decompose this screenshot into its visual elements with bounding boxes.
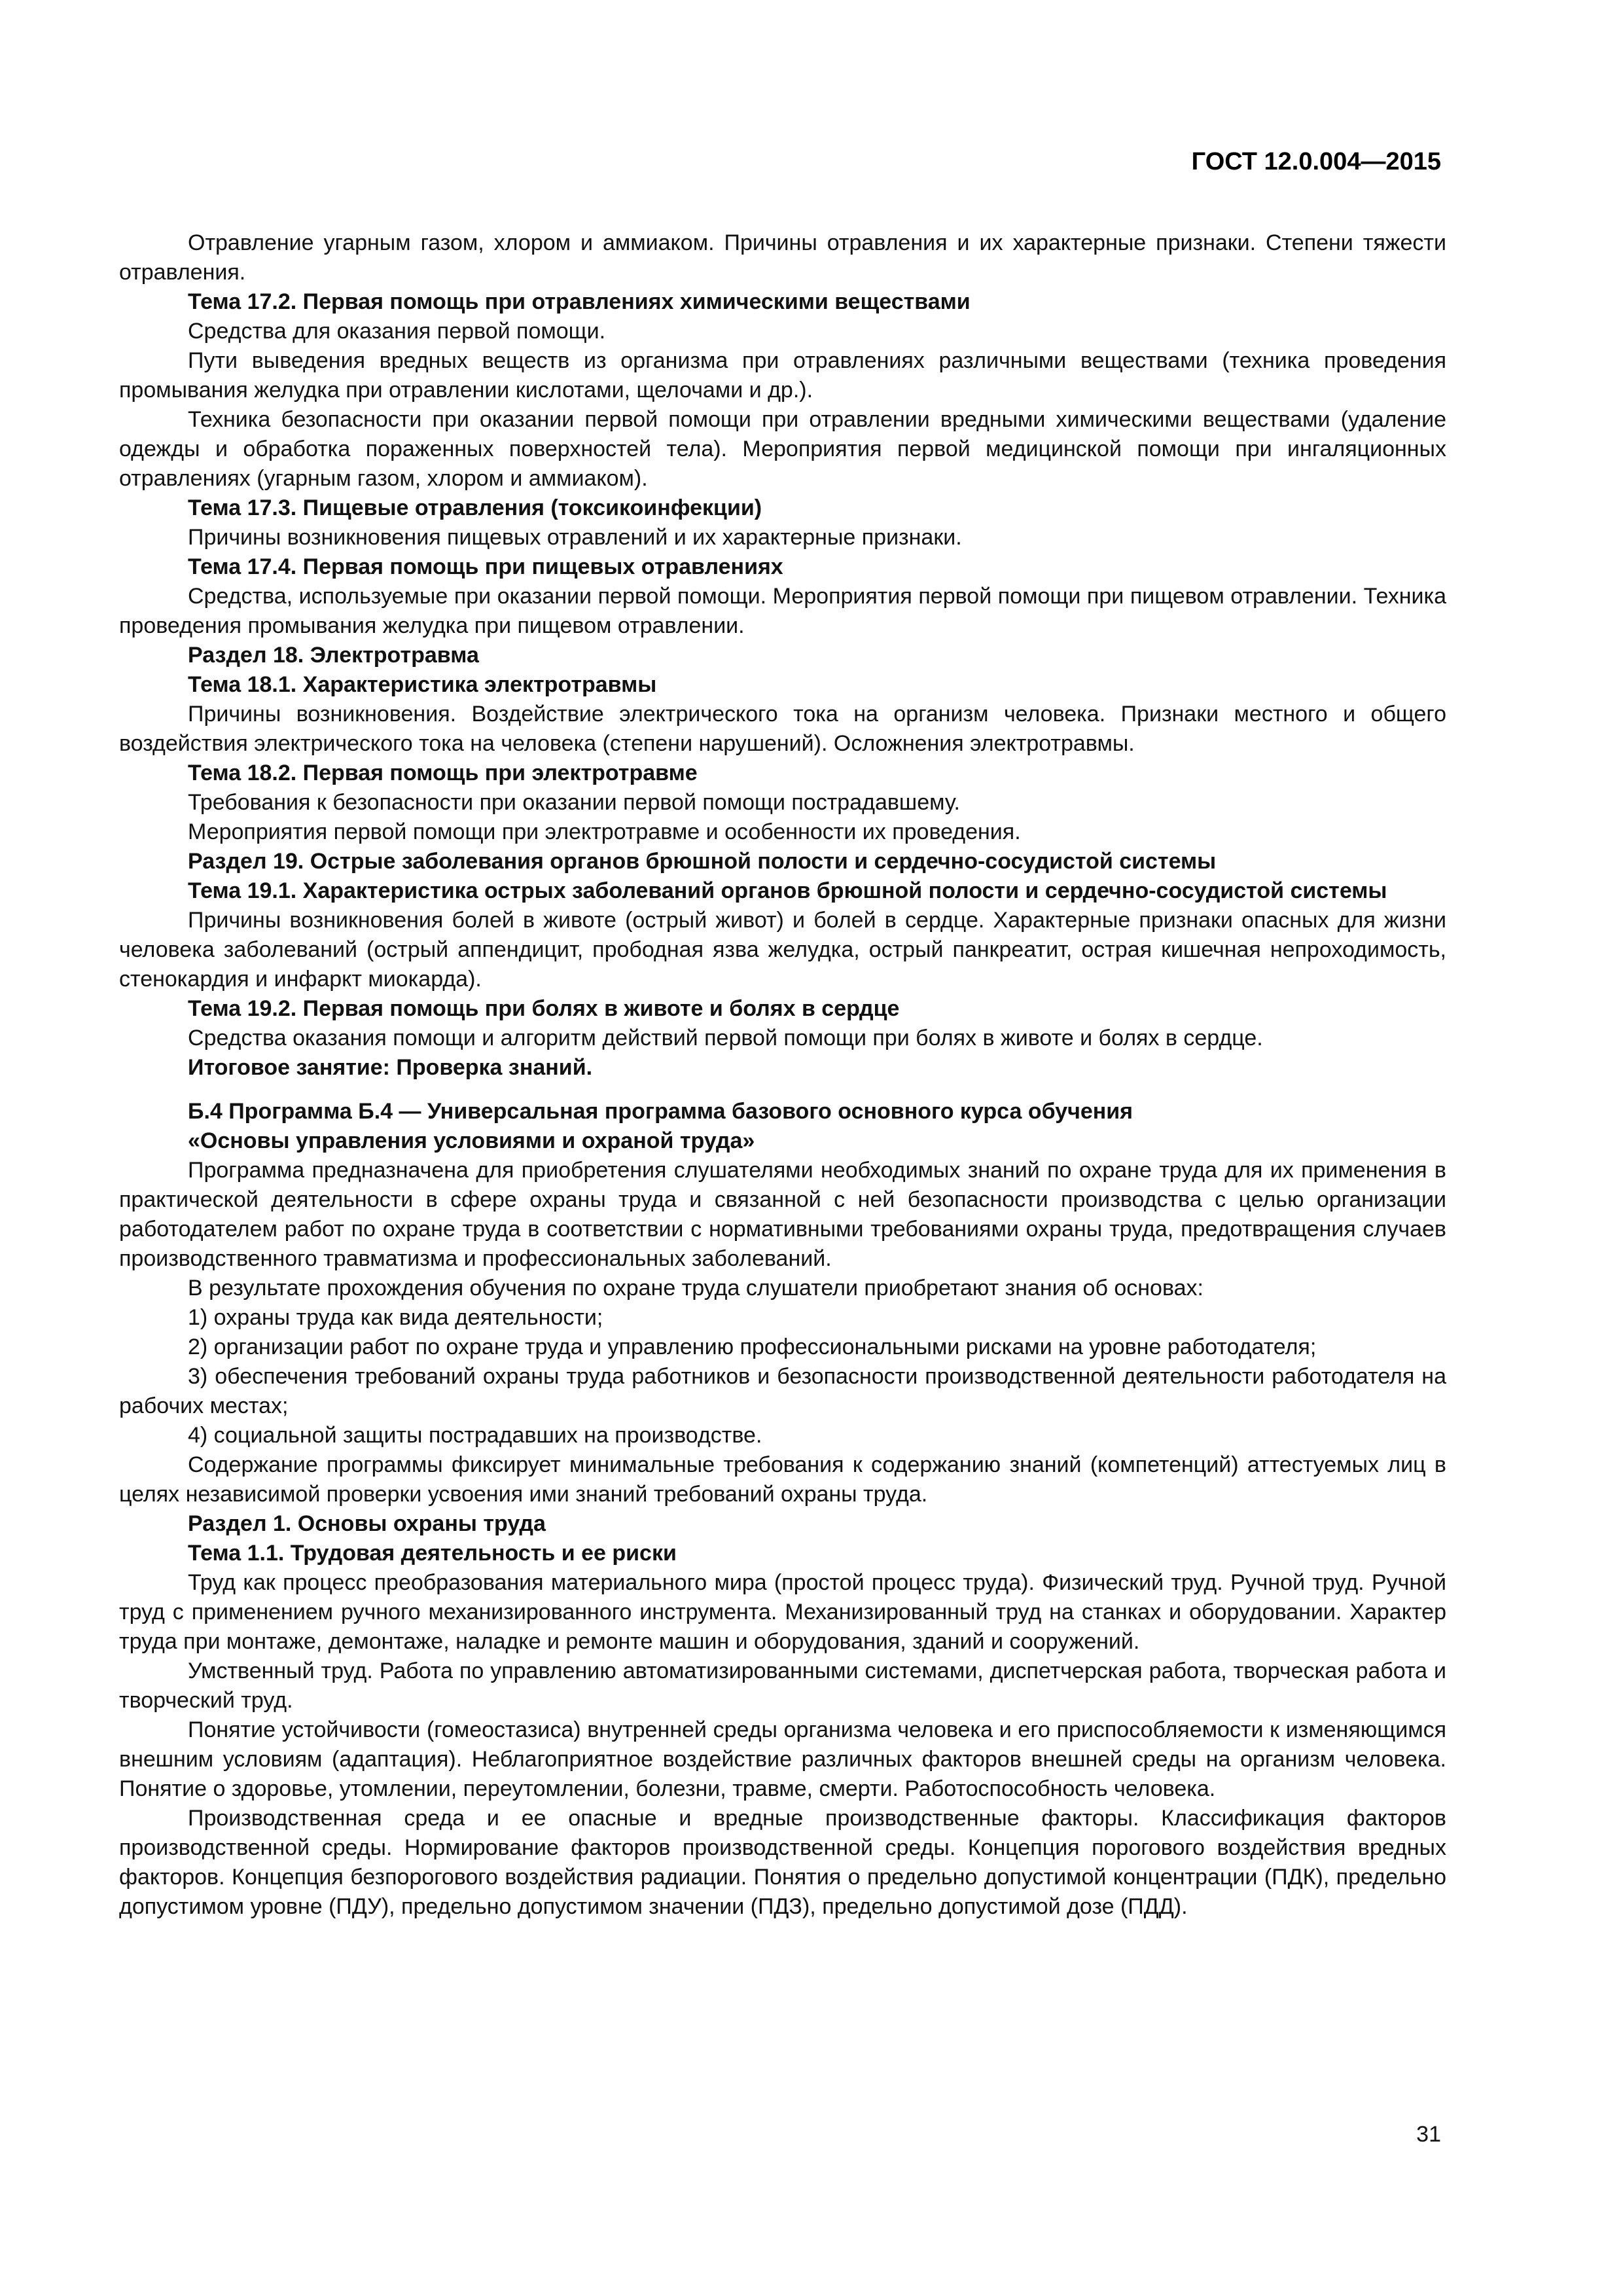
paragraph: Программа предназначена для приобретения слушателями необходимых знаний по охране труда для их применения в практической деятельности в сфере охраны труда и связанной с ней безопасности производства с целью организации работодателем работ по охране труда в соответствии с нормативными требованиями охраны труда, предотвращения случаев производственного травматизма и профессиональных заболеваний. — [119, 1158, 1446, 1271]
heading-line: Итоговое занятие: Проверка знаний. — [188, 1055, 593, 1080]
document-body — [119, 228, 1446, 1922]
paragraph: Содержание программы фиксирует минимальные требования к содержанию знаний (компетенций) аттестуемых лиц в целях независимой проверки усвоения ими знаний требований охраны труда. — [119, 1452, 1446, 1507]
paragraph: Средства для оказания первой помощи. — [188, 319, 606, 344]
paragraph: Понятие устойчивости (гомеостазиса) внутренней среды организма человека и его приспособляемости к изменяющимся внешним условиям (адаптация). Неблагоприятное воздействие различных факторов внешней среды на организм человека. Понятие о здоровье, утомлении, переутомлении, болезни, травме, смерти. Работоспособность человека. — [119, 1717, 1446, 1801]
paragraph: Мероприятия первой помощи при электротравме и особенности их проведения. — [188, 819, 1021, 844]
paragraph: Причины возникновения. Воздействие электрического тока на организм человека. Признаки местного и общего воздействия электрического тока на человека (степени нарушений). Осложнения электротравмы. — [119, 702, 1446, 756]
paragraph: 3) обеспечения требований охраны труда работников и безопасности производственной деятельности работодателя на рабочих местах; — [119, 1364, 1446, 1418]
paragraph: Производственная среда и ее опасные и вредные производственные факторы. Классификация факторов производственной среды. Нормирование факторов производственной среды. Концепция порогового воздействия вредных факторов. Концепция безпорогового воздействия радиации. Понятия о предельно допустимой концентрации (ПДК), предельно допустимом уровне (ПДУ), предельно допустимом значении (ПДЗ), предельно допустимой дозе (ПДД). — [119, 1806, 1446, 1919]
paragraph: Умственный труд. Работа по управлению автоматизированными системами, диспетчерская работа, творческая работа и творческий труд. — [119, 1659, 1446, 1713]
paragraph: Средства оказания помощи и алгоритм действий первой помощи при болях в животе и болях в сердце. — [188, 1026, 1263, 1050]
page-number: 31 — [1416, 2122, 1441, 2147]
paragraph: В результате прохождения обучения по охране труда слушатели приобретают знания об основах: — [188, 1276, 1204, 1300]
paragraph: 1) охраны труда как вида деятельности; — [188, 1305, 603, 1330]
heading-line: Тема 19.1. Характеристика острых заболеваний органов брюшной полости и сердечно-сосудистой системы — [188, 878, 1387, 903]
heading-line: Раздел 1. Основы охраны труда — [188, 1511, 546, 1536]
heading-line: Тема 17.3. Пищевые отравления (токсикоинфекции) — [188, 495, 762, 520]
heading-line: Тема 17.2. Первая помощь при отравлениях химическими веществами — [188, 289, 971, 314]
paragraph: Средства, используемые при оказании первой помощи. Мероприятия первой помощи при пищевом отравлении. Техника проведения промывания желудка при пищевом отравлении. — [119, 584, 1446, 638]
paragraph: Требования к безопасности при оказании первой помощи пострадавшему. — [188, 790, 960, 815]
heading-line: Тема 18.2. Первая помощь при электротравме — [188, 761, 698, 785]
heading-line: Тема 1.1. Трудовая деятельность и ее риски — [188, 1541, 677, 1566]
paragraph: 2) организации работ по охране труда и управлению профессиональными рисками на уровне работодателя; — [188, 1335, 1317, 1359]
paragraph: Пути выведения вредных веществ из организма при отравлениях различными веществами (техника проведения промывания желудка при отравлении кислотами, щелочами и др.). — [119, 348, 1446, 403]
section-title: «Основы управления условиями и охраной труда» — [188, 1128, 755, 1153]
paragraph: Причины возникновения болей в животе (острый живот) и болей в сердце. Характерные признаки опасных для жизни человека заболеваний (острый аппендицит, прободная язва желудка, острый панкреатит, острая кишечная непроходимость, стенокардия и инфаркт миокарда). — [119, 908, 1446, 992]
paragraph: Труд как процесс преобразования материального мира (простой процесс труда). Физический труд. Ручной труд. Ручной труд с применением ручного механизированного инструмента. Механизированный труд на станках и оборудовании. Характер труда при монтаже, демонтаже, наладке и ремонте машин и оборудования, зданий и сооружений. — [119, 1570, 1446, 1654]
heading-line: Тема 17.4. Первая помощь при пищевых отравлениях — [188, 554, 783, 579]
paragraph: Причины возникновения пищевых отравлений и их характерные признаки. — [188, 525, 962, 550]
document-code: ГОСТ 12.0.004—2015 — [1191, 148, 1441, 175]
paragraph: Техника безопасности при оказании первой помощи при отравлении вредными химическими веществами (удаление одежды и обработка пораженных поверхностей тела). Мероприятия первой медицинской помощи при ингаляционных отравлениях (угарным газом, хлором и аммиаком). — [119, 407, 1446, 491]
paragraph: 4) социальной защиты пострадавших на производстве. — [188, 1423, 762, 1448]
heading-line: Тема 19.2. Первая помощь при болях в животе и болях в сердце — [188, 996, 900, 1021]
heading-line: Раздел 19. Острые заболевания органов брюшной полости и сердечно-сосудистой системы — [188, 849, 1217, 874]
heading-line: Тема 18.1. Характеристика электротравмы — [188, 672, 657, 697]
section-title: Б.4 Программа Б.4 — Универсальная программа базового основного курса обучения — [188, 1099, 1133, 1124]
paragraph: Отравление угарным газом, хлором и аммиаком. Причины отравления и их характерные признаки. Степени тяжести отравления. — [119, 230, 1446, 285]
heading-line: Раздел 18. Электротравма — [188, 643, 479, 668]
